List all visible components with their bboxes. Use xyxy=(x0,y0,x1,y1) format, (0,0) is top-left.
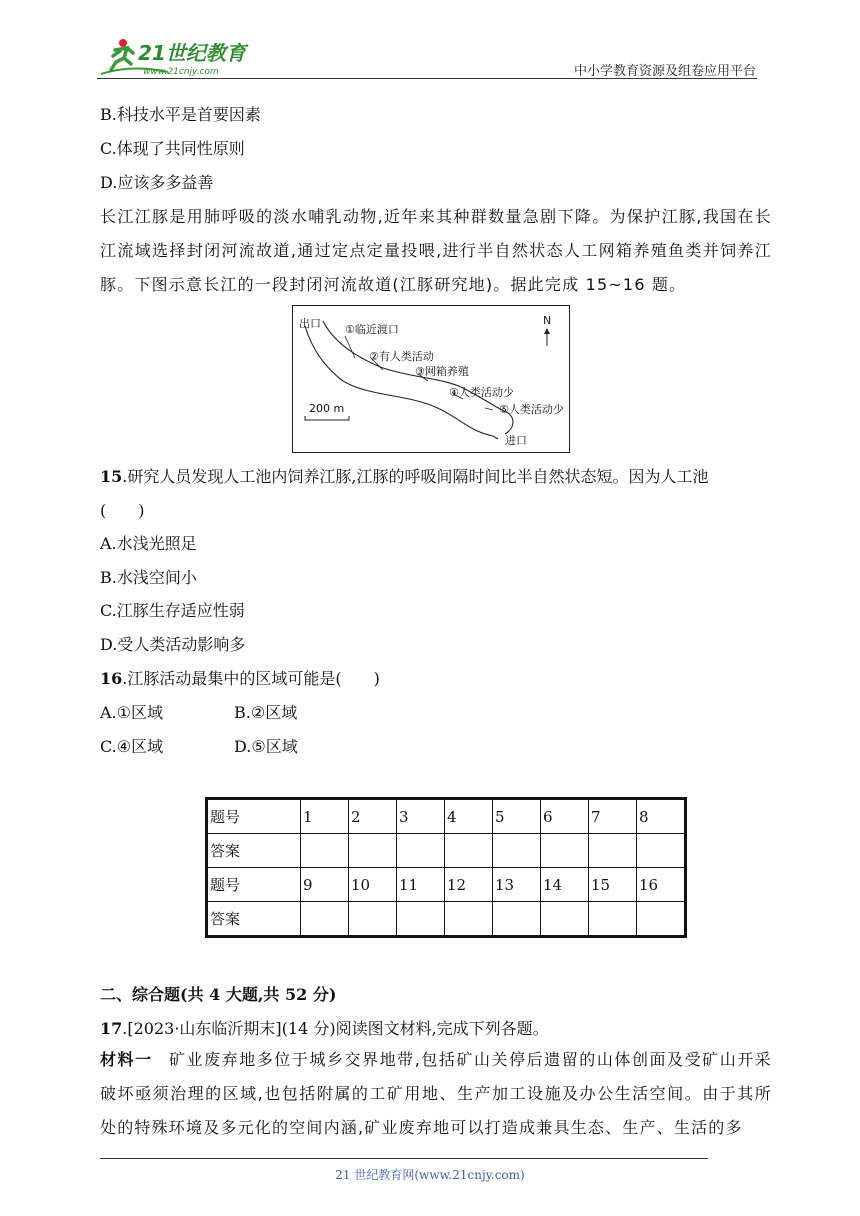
table-cell: 2 xyxy=(349,799,397,834)
q15-stem xyxy=(100,467,708,487)
answer-cell[interactable] xyxy=(589,834,637,868)
table-cell: 6 xyxy=(541,799,589,834)
answer-cell[interactable] xyxy=(637,834,686,868)
q15-option-c: C.江豚生存适应性弱 xyxy=(100,601,245,620)
answer-cell[interactable] xyxy=(301,902,349,937)
table-row xyxy=(207,902,686,937)
logo-url: www.21cnjy.com xyxy=(143,67,219,77)
table-answer-label: 答案 xyxy=(207,834,301,868)
map-exit-label: 出口 xyxy=(299,317,321,330)
prev-option-c: C.体现了共同性原则 xyxy=(100,139,245,158)
reading-passage: 长江江豚是用肺呼吸的淡水哺乳动物,近年来其种群数量急剧下降。为保护江豚,我国在长江流域选择封闭河流故道,通过定点定量投喂,进行半自然状态人工网箱养殖鱼类并饲养江豚。下图示意长江的一段封闭河流故道(江豚研究地)。据此完成 15~16 题。 xyxy=(100,207,772,294)
river-bank-lower xyxy=(305,326,498,439)
table-cell: 9 xyxy=(301,868,349,902)
table-cell: 3 xyxy=(397,799,445,834)
logo-title: 21世纪教育 xyxy=(138,41,246,65)
table-cell: 7 xyxy=(589,799,637,834)
q16-text: .江豚活动最集中的区域可能是( ) xyxy=(122,669,380,688)
table-cell: 15 xyxy=(589,868,637,902)
answer-cell[interactable] xyxy=(541,902,589,937)
map-label-5: ①临近渡口 xyxy=(345,323,399,336)
q15-option-b: B.水浅空间小 xyxy=(100,568,197,587)
table-header-label: 题号 xyxy=(207,799,301,834)
table-row xyxy=(207,834,686,868)
q15-option-d: D.受人类活动影响多 xyxy=(100,635,246,654)
q16-option-d: D.⑤区域 xyxy=(234,737,298,756)
table-cell: 4 xyxy=(445,799,493,834)
answer-cell[interactable] xyxy=(349,902,397,937)
table-cell: 11 xyxy=(397,868,445,902)
footer-text[interactable]: 21 世纪教育网(www.21cnjy.com) xyxy=(335,1168,525,1182)
table-row xyxy=(207,868,686,902)
answer-cell[interactable] xyxy=(493,902,541,937)
q17-text: .[2023·山东临沂期末](14 分)阅读图文材料,完成下列各题。 xyxy=(122,1019,549,1038)
table-cell: 14 xyxy=(541,868,589,902)
map-label-4: ②有人类活动 xyxy=(369,350,434,363)
table-cell: 16 xyxy=(637,868,686,902)
prev-option-b: B.科技水平是首要因素 xyxy=(100,105,261,124)
answer-cell[interactable] xyxy=(397,834,445,868)
q17-number: 17 xyxy=(100,1019,123,1038)
table-cell: 12 xyxy=(445,868,493,902)
material-text: 矿业废弃地多位于城乡交界地带,包括矿山关停后遗留的山体创面及受矿山开采破坏亟须治理的区域,也包括附属的工矿用地、生产加工设施及办公生活空间。由于其所处的特殊环境及多元化的空间内涵,矿业废弃地可以打造成兼具生态、生产、生活的多 xyxy=(100,1050,772,1137)
table-row xyxy=(207,799,686,834)
answer-cell[interactable] xyxy=(397,902,445,937)
section-title: 二、综合题(共 4 大题,共 52 分) xyxy=(100,985,337,1004)
q15-number: 15 xyxy=(100,467,123,486)
answer-cell[interactable] xyxy=(445,834,493,868)
q16-stem xyxy=(100,669,380,689)
q16-option-c: C.④区域 xyxy=(100,737,164,756)
site-logo xyxy=(93,34,263,78)
table-cell: 13 xyxy=(493,868,541,902)
header-divider xyxy=(97,78,757,79)
answer-cell[interactable] xyxy=(301,834,349,868)
table-cell: 5 xyxy=(493,799,541,834)
q16-option-b: B.②区域 xyxy=(234,703,298,722)
table-header-label: 题号 xyxy=(207,868,301,902)
answer-table xyxy=(205,797,687,938)
q15-text: .研究人员发现人工池内饲养江豚,江豚的呼吸间隔时间比半自然状态短。因为人工池 xyxy=(122,467,709,486)
table-answer-label: 答案 xyxy=(207,902,301,937)
scale-bar xyxy=(305,416,349,420)
table-cell: 8 xyxy=(637,799,686,834)
site-name: 中小学教育资源及组卷应用平台 xyxy=(573,64,756,79)
table-cell: 1 xyxy=(301,799,349,834)
material-label: 材料一 xyxy=(100,1050,153,1069)
river-map xyxy=(292,305,570,453)
map-label-3: ③网箱养殖 xyxy=(415,365,469,378)
answer-cell[interactable] xyxy=(349,834,397,868)
map-label-2: ④人类活动少 xyxy=(449,386,514,399)
answer-cell[interactable] xyxy=(637,902,686,937)
answer-cell[interactable] xyxy=(541,834,589,868)
prev-option-d: D.应该多多益善 xyxy=(100,173,214,192)
answer-cell[interactable] xyxy=(493,834,541,868)
answer-cell[interactable] xyxy=(445,902,493,937)
q16-option-a: A.①区域 xyxy=(100,703,163,722)
table-cell: 10 xyxy=(349,868,397,902)
q15-blank: ( ) xyxy=(100,501,145,520)
map-entrance-label: 进口 xyxy=(505,434,527,447)
q17-material xyxy=(100,1043,772,1145)
q17-stem xyxy=(100,1019,549,1039)
q15-option-a: A.水浅光照足 xyxy=(100,534,197,553)
north-label: N xyxy=(543,314,552,327)
q16-number: 16 xyxy=(100,669,123,688)
answer-cell[interactable] xyxy=(589,902,637,937)
map-label-1: ⑤人类活动少 xyxy=(499,403,564,416)
footer-divider xyxy=(100,1158,708,1159)
scale-label: 200 m xyxy=(309,402,345,415)
